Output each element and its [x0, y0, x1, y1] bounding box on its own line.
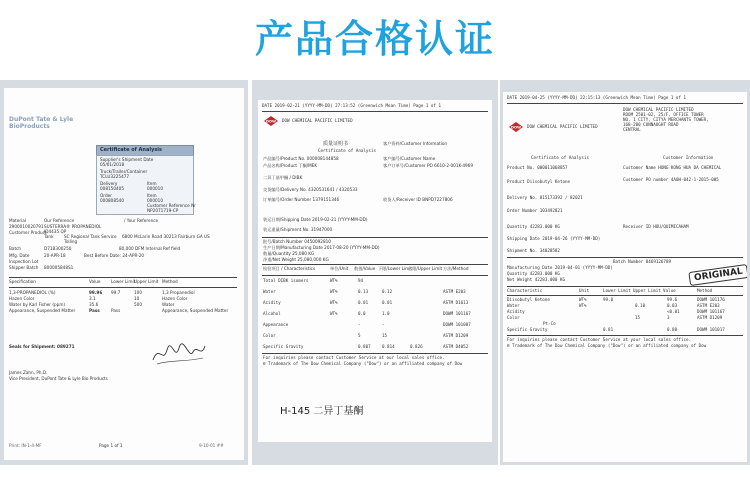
- row-spec: Water by Karl Fisher (ppm): [9, 302, 66, 307]
- row-method: Appearance, Suspended Matter: [162, 308, 229, 313]
- svg-text:DOW: DOW: [510, 125, 522, 130]
- row-characteristic: Total DIBK isomers: [263, 278, 309, 283]
- row-characteristic: Acidity: [507, 309, 525, 314]
- doc3-header-lower: Lower Limit: [603, 288, 631, 293]
- doc3-table-bottom-rule: [507, 335, 743, 336]
- row-value: 0.0: [358, 311, 366, 316]
- row-method: DOWM 101167: [697, 309, 725, 314]
- shipment-text: Order: [100, 193, 112, 198]
- row-upper: 500: [134, 302, 142, 307]
- row-value: 0.13: [358, 289, 369, 294]
- row-value: <0.01: [667, 309, 680, 314]
- row-value: 0.807: [358, 344, 371, 349]
- row-characteristic: Diisobutyl Ketone: [507, 297, 550, 302]
- doc3-right-line: Customer Name HONG KONG HUA DA CHEMICAL: [623, 165, 722, 170]
- signature: [149, 338, 209, 368]
- shipment-text: 05/01/2018: [100, 162, 125, 167]
- row-characteristic: Pt-Co: [543, 321, 556, 326]
- product-name: SUSTERRA® PROPANEDIOL: [44, 224, 102, 229]
- doc2-table-bottom-rule: [262, 353, 488, 354]
- row-spec: 1,3-PROPANEDIOL (%): [9, 290, 56, 295]
- best-before: Best Before Date: 24-APR-20: [84, 253, 145, 258]
- doc3-left-line: Order Number 103492821: [507, 208, 563, 213]
- row-upper: 15: [635, 315, 641, 320]
- print-date: 9-10-01 ##: [199, 443, 224, 448]
- row-lower: 1.0: [382, 311, 390, 316]
- doc3-footnote-2: ® Trademark of The Dow Chemical Company ("Dow") or an affiliated company of Dow: [507, 343, 707, 348]
- label-inspection-lot: Inspection Lot: [9, 259, 39, 264]
- doc2-header-line: 装运日期/Shipping Date 2019-02-21 (YYYY-MM-DD): [263, 217, 368, 222]
- row-method: Water: [162, 302, 175, 307]
- label-material: Material: [9, 218, 27, 223]
- doc2-customer-line: 客户编号/Customer Name: [383, 156, 436, 161]
- header-lower-limit: Lower Limit: [111, 279, 136, 284]
- shipment-text: Truck/Trailer/Container: [100, 169, 148, 174]
- row-upper: 0.10: [635, 303, 646, 308]
- doc3-address-line: 168-200 CONNAUGHT ROAD: [623, 122, 679, 127]
- doc3-address-line: CENTRAL: [623, 127, 641, 132]
- row-value: Pass: [89, 308, 100, 313]
- doc3-coa-title: Certificate of Analysis: [531, 155, 589, 160]
- tank-service: SC Regional Tank Service: [64, 234, 117, 239]
- doc2-header-characteristic: 检验项目 / Characteristics: [263, 266, 316, 271]
- doc3-top-bar: DATE 2019-04-25 (YYYY-MM-DD) 22:15:13 (Greenwich Mean Time) Page 1 of 1: [507, 95, 686, 100]
- shipper-batch-value: 800005848S1: [44, 265, 74, 270]
- table-top-rule: [9, 277, 237, 278]
- doc2-company: DOW CHEMICAL PACIFIC LIMITED: [282, 118, 353, 123]
- certificate-panel-1: [0, 80, 248, 465]
- row-lower: 0.01: [382, 300, 393, 305]
- row-method: Hazen Color: [162, 296, 188, 301]
- row-method: ASTM D1209: [443, 333, 469, 338]
- doc3-top-rule: [507, 103, 743, 104]
- doc3-right-line: Receiver ID HOU/QUIMICAHAM: [623, 224, 689, 229]
- doc3-left-line: Product No. 000011068857: [507, 165, 568, 170]
- doc2-top-bar: DATE 2019-02-21 (YYYY-MM-DD) 27:13:52 (Greenwich Mean Time) Page 1 of 1: [262, 103, 441, 108]
- row-value: 99.6: [667, 297, 678, 302]
- dow-logo: [264, 116, 278, 126]
- certificate-document-1: [4, 88, 244, 460]
- row-characteristic: Acidity: [263, 300, 281, 305]
- doc3-batch-line: Quantity 42283.000 KG: [507, 271, 560, 276]
- doc3-header-characteristic: Characteristic: [507, 288, 543, 293]
- shipment-text: Item: [147, 193, 157, 198]
- row-unit: WT%: [330, 311, 338, 316]
- doc3-customer-info: Customer Information: [663, 155, 714, 160]
- coa-title: Certificate of Analysis: [100, 147, 162, 153]
- doc3-company: DOW CHEMICAL PACIFIC LIMITED: [527, 124, 598, 129]
- header-upper-limit: Upper Limit: [134, 279, 159, 284]
- doc2-batch-rule: [262, 237, 488, 238]
- doc2-header-upper: 上限/Upper Limit: [408, 266, 443, 271]
- row-characteristic: Color: [263, 333, 276, 338]
- doc2-top-rule: [262, 111, 488, 112]
- tolling: Tolling: [64, 239, 78, 244]
- product-grade: ID4435 QP: [44, 229, 67, 234]
- doc2-header-value: 数值/Value: [354, 266, 376, 271]
- row-lower: Pass: [111, 308, 121, 313]
- doc2-footnote-1: For inquiries please contact Customer Service at our local sales office.: [263, 355, 445, 360]
- doc3-table-top-rule: [507, 286, 743, 287]
- header-value: Value: [89, 279, 101, 284]
- address: 6800 McLarin Road 30213 Fairburn GA US: [122, 234, 210, 239]
- page-number: Page 1 of 1: [99, 443, 123, 448]
- row-value: 5: [358, 333, 361, 338]
- doc2-customer-line: 收货人/Receiver ID BNPD7227806: [383, 197, 453, 202]
- row-characteristic: Water: [507, 303, 520, 308]
- doc3-left-line: Delivery No. 815173392 / 82021: [507, 195, 583, 200]
- row-value: 0.01: [358, 300, 369, 305]
- page-title: 产品合格认证: [254, 17, 495, 61]
- doc2-table-header-rule: [262, 275, 488, 276]
- signer-title: Vice President, DuPont Tate & Lyle Bio Products: [9, 376, 108, 381]
- row-lower: -: [382, 322, 385, 327]
- row-method: ASTM D1209: [697, 315, 723, 320]
- label-mfg-date: Mfg. Date: [9, 253, 30, 258]
- doc2-header-line: 订单编号/Order Number 1379151346: [263, 197, 340, 202]
- row-method: DOWM 101017: [697, 327, 725, 332]
- svg-text:DOW: DOW: [265, 119, 277, 124]
- doc2-caption: H-145 二异丁基酮: [280, 406, 364, 417]
- row-characteristic: Appearance: [263, 322, 289, 327]
- doc2-header-unit: 单位/Unit: [330, 266, 349, 271]
- row-characteristic: Specific Gravity: [507, 327, 548, 332]
- doc3-left-line: Shipment No. 34028582: [507, 248, 560, 253]
- row-value: 0.03: [667, 303, 678, 308]
- row-unit: WT%: [579, 303, 587, 308]
- shipment-text: Item: [147, 181, 157, 186]
- row-lower: 99.7: [111, 290, 121, 295]
- row-method: ASTM D1613: [443, 300, 469, 305]
- doc2-header-method: 方法/Method: [443, 266, 469, 271]
- original-stamp: ORIGINAL: [688, 264, 747, 286]
- row-upper: 100: [134, 290, 142, 295]
- shipment-text: Supplier's Shipment Date: [100, 157, 154, 162]
- customer-ref-label: Customer Reference Nr: [147, 203, 196, 208]
- table-header-rule: [9, 287, 237, 288]
- row-method: ASTM E203: [443, 289, 466, 294]
- certificate-document-3: [503, 92, 747, 462]
- row-spec: Appearance, Suspended Matter: [9, 308, 76, 313]
- row-upper: 0.826: [410, 344, 423, 349]
- doc2-batch-line: 净重/Net Weight 25,080,000 KG: [263, 257, 329, 262]
- header-specification: Specification: [9, 279, 36, 284]
- your-reference: / Your Reference: [124, 218, 159, 223]
- label-batch: Batch: [9, 246, 22, 251]
- doc3-batch-line: Net Weight 42283.000 KG: [507, 277, 565, 282]
- doc2-table-top-rule: [262, 264, 488, 265]
- doc3-header-value: Value: [663, 288, 676, 293]
- doc3-address-line: NO. 1 CITY, CITYA MERCHANTS TOWER,: [623, 117, 709, 122]
- certificate-document-2: [258, 100, 492, 442]
- signer-name: James Zahn, Ph.D.: [9, 370, 48, 375]
- quantity: 80,000 DFM Internal Ref field: [119, 246, 181, 251]
- header-method: Method: [162, 279, 178, 284]
- row-value: 99.96: [89, 290, 103, 295]
- doc2-header-line: 产品编号/Product No. 000008144858: [263, 156, 339, 161]
- doc2-header-line: 二异丁基甲酮 / DIBK: [263, 175, 303, 180]
- doc3-address-line: DOW CHEMICAL PACIFIC LIMITED: [623, 107, 694, 112]
- row-method: ASTM E203: [697, 303, 720, 308]
- doc2-title-en: Certificate of Analysis: [318, 148, 376, 153]
- brand-line-1: DuPont Tate & Lyle: [9, 116, 74, 123]
- row-lower: 99.0: [603, 297, 614, 302]
- our-reference: Our Reference: [44, 218, 75, 223]
- shipment-text: 000010: [147, 198, 163, 203]
- doc3-left-line: Shipping Date 2019-04-26 (YYYY-MM-DD): [507, 236, 601, 241]
- batch-value: D71B300250: [44, 246, 72, 251]
- label-shipper-batch: Shipper Batch: [9, 265, 39, 270]
- row-lower: 0.12: [382, 289, 393, 294]
- doc2-title-cn: 质量证明书: [323, 141, 349, 147]
- seals-for-shipment: Seals for Shipment: 089271: [9, 344, 75, 349]
- row-value: 3: [667, 315, 670, 320]
- certificate-panel-3: [500, 80, 750, 465]
- certificate-panel-2: [252, 80, 498, 465]
- shipment-text: Delivery: [100, 181, 118, 186]
- row-characteristic: Specific Gravity: [263, 344, 304, 349]
- row-characteristic: Alcohol: [263, 311, 281, 316]
- row-unit: WT%: [330, 289, 338, 294]
- row-value: 3.1: [89, 296, 96, 301]
- doc3-address-line: ROOM 2501-02, 25/F, OFFICE TOWER: [623, 112, 704, 117]
- shipment-text: TCLU3225477: [100, 174, 130, 179]
- doc3-batch-rule: [507, 257, 743, 258]
- doc2-footnote-2: ® Trademark of The Dow Chemical Company ("Dow") or an affiliated company of Dow: [263, 361, 463, 366]
- doc3-table-header-rule: [507, 295, 743, 296]
- doc2-batch-line: 批号/Batch Number 0450092810: [263, 239, 331, 244]
- doc2-header-line: 交货编号/Delivery No. 4320531641 / 4320533: [263, 187, 358, 192]
- row-lower: 0.814: [382, 344, 395, 349]
- label-customer-product: Customer Product: [9, 230, 47, 235]
- customer-ref-value: NP2071719-CP: [147, 208, 179, 213]
- doc2-batch-line: 生产日期/Manufacturing Date 2017-08-20 (YYYY-MM-DD): [263, 245, 380, 250]
- tank-label: Tank: [44, 234, 54, 239]
- doc3-header-method: Method: [697, 288, 713, 293]
- row-value: 35.6: [89, 302, 99, 307]
- doc2-header-line: 产品名称/Product 丁酮/MEK: [263, 163, 318, 168]
- row-characteristic: Water: [263, 289, 276, 294]
- doc3-header-upper: Upper Limit: [633, 288, 661, 293]
- shipment-text: 000808540: [100, 198, 124, 203]
- brand-line-2: BioProducts: [9, 123, 50, 130]
- row-method: DOWM 101087: [443, 322, 471, 327]
- shipment-text: 008150405: [100, 186, 124, 191]
- row-characteristic: Color: [507, 315, 520, 320]
- doc2-customer-line: 客户订单号/Customer PO 6610-2-001K-4969: [383, 163, 473, 168]
- doc2-header-lower: 下限/Lower Limit: [378, 266, 413, 271]
- row-spec: Hazen Color: [9, 296, 35, 301]
- doc2-header-line: 装运重量/Shipment No. 31947000: [263, 227, 333, 232]
- doc3-batch-line: Batch Number 0469126789: [613, 259, 671, 264]
- row-method: DOWM 101176: [697, 297, 725, 302]
- shipment-box: [96, 155, 194, 215]
- row-lower: 0.81: [603, 327, 614, 332]
- row-unit: WT%: [330, 300, 338, 305]
- mfg-date-value: 20-APR-18: [44, 253, 66, 258]
- row-lower: 15: [382, 333, 388, 338]
- doc3-footnote-1: For inquiries please contact Customer Service at your local sales office.: [507, 337, 692, 342]
- shipment-text: 000010: [147, 186, 163, 191]
- row-method: ASTM D4052: [443, 344, 469, 349]
- row-unit: WT%: [579, 297, 587, 302]
- doc2-customer-info: 客户资料/Customer Information: [383, 141, 448, 146]
- doc3-left-line: Product Diisobutyl Ketone: [507, 179, 571, 184]
- row-value: 0.80: [667, 327, 678, 332]
- doc3-batch-line: Manufacturing Date 2019-04-01 (YYYY-MM-DD): [507, 265, 613, 270]
- label-material-no: 2900010020791: [9, 224, 44, 229]
- row-value: -: [358, 322, 361, 327]
- row-value: 94: [358, 278, 364, 283]
- dow-logo: [509, 122, 523, 132]
- doc3-header-unit: Unit: [579, 288, 590, 293]
- row-method: DOWM 101167: [443, 311, 471, 316]
- doc2-batch-line: 数量/Quantity 25,080 KG: [263, 251, 315, 256]
- row-unit: WT%: [330, 278, 338, 283]
- footer-left: Print: IN-1-4-MF: [9, 443, 42, 448]
- doc3-left-line: Quantity 42283.000 KG: [507, 224, 560, 229]
- row-method: 1,3 Propanediol: [162, 290, 195, 295]
- doc3-right-line: Customer PO number 4A0H-042-1-2015-005: [623, 177, 719, 182]
- row-upper: 10: [134, 296, 140, 301]
